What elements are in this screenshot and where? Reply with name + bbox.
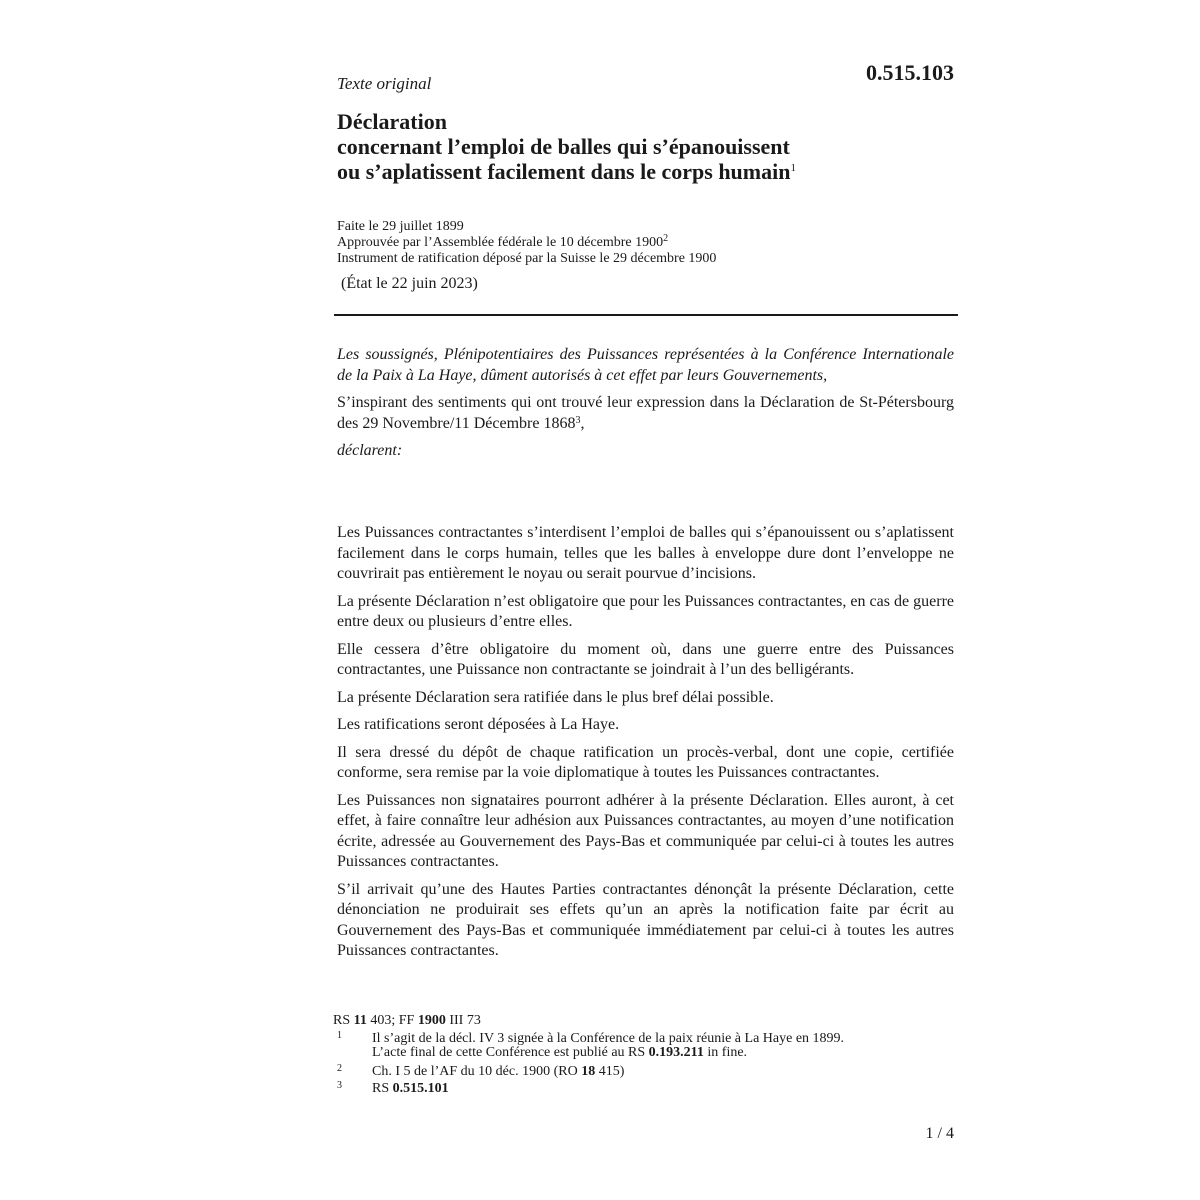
title-line-2: concernant l’emploi de balles qui s’épanouissent — [337, 134, 790, 159]
body-paragraph: La présente Déclaration n’est obligatoire que pour les Puissances contractantes, en cas de guerre entre deux ou plusieurs d’entre elles. — [337, 592, 954, 630]
source-ff-year: 1900 — [417, 1013, 446, 1028]
document-title — [337, 109, 954, 184]
meta-faite: Faite le 29 juillet 1899 — [337, 219, 464, 234]
footnote-1-line-1: Il s’agit de la décl. IV 3 signée à la Conférence de la paix réunie à La Haye en 1899. — [372, 1031, 845, 1046]
preamble-declarent: déclarent: — [337, 442, 403, 459]
preamble-paragraph-2 — [337, 393, 954, 434]
meta-instrument: Instrument de ratification déposé par la Suisse le 29 décembre 1900 — [337, 251, 717, 266]
source-ff-rest: III 73 — [445, 1013, 481, 1028]
meta-approuvee-text: Approuvée par l’Assemblée fédérale le 10 décembre 1900 — [337, 235, 664, 250]
footnote-2-ro-volume[interactable]: 18 — [581, 1064, 596, 1079]
preamble-paragraph-2-text: S’inspirant des sentiments qui ont trouvé leur expression dans la Déclaration de St-Pétersbourg des 29 Novembre/11 Décembre 1868 — [337, 394, 954, 432]
body-paragraph: La présente Déclaration sera ratifiée dans le plus bref délai possible. — [337, 688, 774, 706]
preamble-paragraph-1: Les soussignés, Plénipotentiaires des Puissances représentées à la Conférence Internationale de la Paix à La Haye, dûment autorisés à cet effet par leurs Gouvernements, — [337, 346, 954, 384]
preamble — [337, 345, 954, 462]
footnote-1-number: 1 — [337, 1030, 342, 1041]
body-paragraph: Les ratifications seront déposées à La Haye. — [337, 716, 620, 733]
source-rs-label: RS — [333, 1013, 354, 1028]
body-paragraph: Les Puissances non signataires pourront adhérer à la présente Déclaration. Elles auront, à cet effet, à faire connaître leur adhésion aux Puissances contractantes, au moyen d’une notification écrite, adressée au Gouvernement des Pays-Bas et communiquée par celui-ci à toutes les autres Puissances contractantes. — [337, 791, 954, 870]
body-paragraph: S’il arrivait qu’une des Hautes Parties contractantes dénonçât la présente Déclaration, cette dénonciation ne produirait ses effets qu’un an après la notification faite par écrit au Gouvernement des Pays-Bas et communiquée immédiatement par celui-ci à toutes les autres Puissances contractantes. — [337, 880, 954, 959]
footnote-3-text — [372, 1082, 957, 1096]
footnote-3-rs-link[interactable]: 0.515.101 — [392, 1081, 449, 1096]
preamble-paragraph-2-end: , — [580, 414, 585, 432]
footnote-ref-2[interactable]: 2 — [663, 233, 669, 244]
original-text-label: Texte original — [337, 74, 432, 93]
footnote-2-number: 2 — [337, 1063, 342, 1074]
footnote-ref-3[interactable]: 3 — [575, 414, 581, 426]
body-paragraph: Il sera dressé du dépôt de chaque ratification un procès-verbal, dont une copie, certifiée conforme, sera remise par la voie diplomatique à toutes les Puissances contractantes. — [337, 743, 954, 781]
document-metadata — [337, 219, 954, 267]
footnote-2-text — [372, 1065, 957, 1079]
source-rs-page: 403; FF — [366, 1013, 418, 1028]
footnote-1-rs-link[interactable]: 0.193.211 — [648, 1045, 704, 1060]
footnote-2-post: 415) — [595, 1064, 625, 1079]
title-line-1: Déclaration — [337, 109, 447, 134]
declaration-body — [337, 523, 954, 962]
page-number: 1 / 4 — [925, 1125, 954, 1142]
footnote-3-number: 3 — [337, 1080, 342, 1091]
rs-number: 0.515.103 — [866, 60, 954, 85]
footnote-ref-1[interactable]: 1 — [790, 162, 796, 174]
title-line-3 — [337, 159, 954, 184]
footnote-1-line-2-post: in fine. — [703, 1045, 748, 1060]
footnote-1-line-2 — [372, 1046, 957, 1060]
source-rs-volume: 11 — [353, 1013, 367, 1028]
footnote-1-line-2-pre: L’acte final de cette Conférence est publié au RS — [372, 1045, 649, 1060]
body-paragraph: Elle cessera d’être obligatoire du moment où, dans une guerre entre des Puissances contractantes, une Puissance non contractante se joindrait à l’un des belligérants. — [337, 640, 954, 678]
footnote-2-pre: Ch. I 5 de l’AF du 10 déc. 1900 (RO — [372, 1064, 582, 1079]
body-paragraph: Les Puissances contractantes s’interdisent l’emploi de balles qui s’épanouissent ou s’aplatissent facilement dans le corps humain, telles que les balles à enveloppe dure dont l’enveloppe ne couvrirait pas entièrement le noyau ou serait pourvue d’incisions. — [337, 524, 954, 582]
footnote-3-pre: RS — [372, 1081, 393, 1096]
title-line-3-text: ou s’aplatissent facilement dans le corps humain — [337, 159, 791, 184]
status-date: (État le 22 juin 2023) — [341, 275, 478, 292]
source-reference — [333, 1013, 481, 1029]
meta-approuvee — [337, 235, 954, 251]
footnote-1-text — [372, 1032, 957, 1060]
header-divider — [334, 314, 958, 316]
